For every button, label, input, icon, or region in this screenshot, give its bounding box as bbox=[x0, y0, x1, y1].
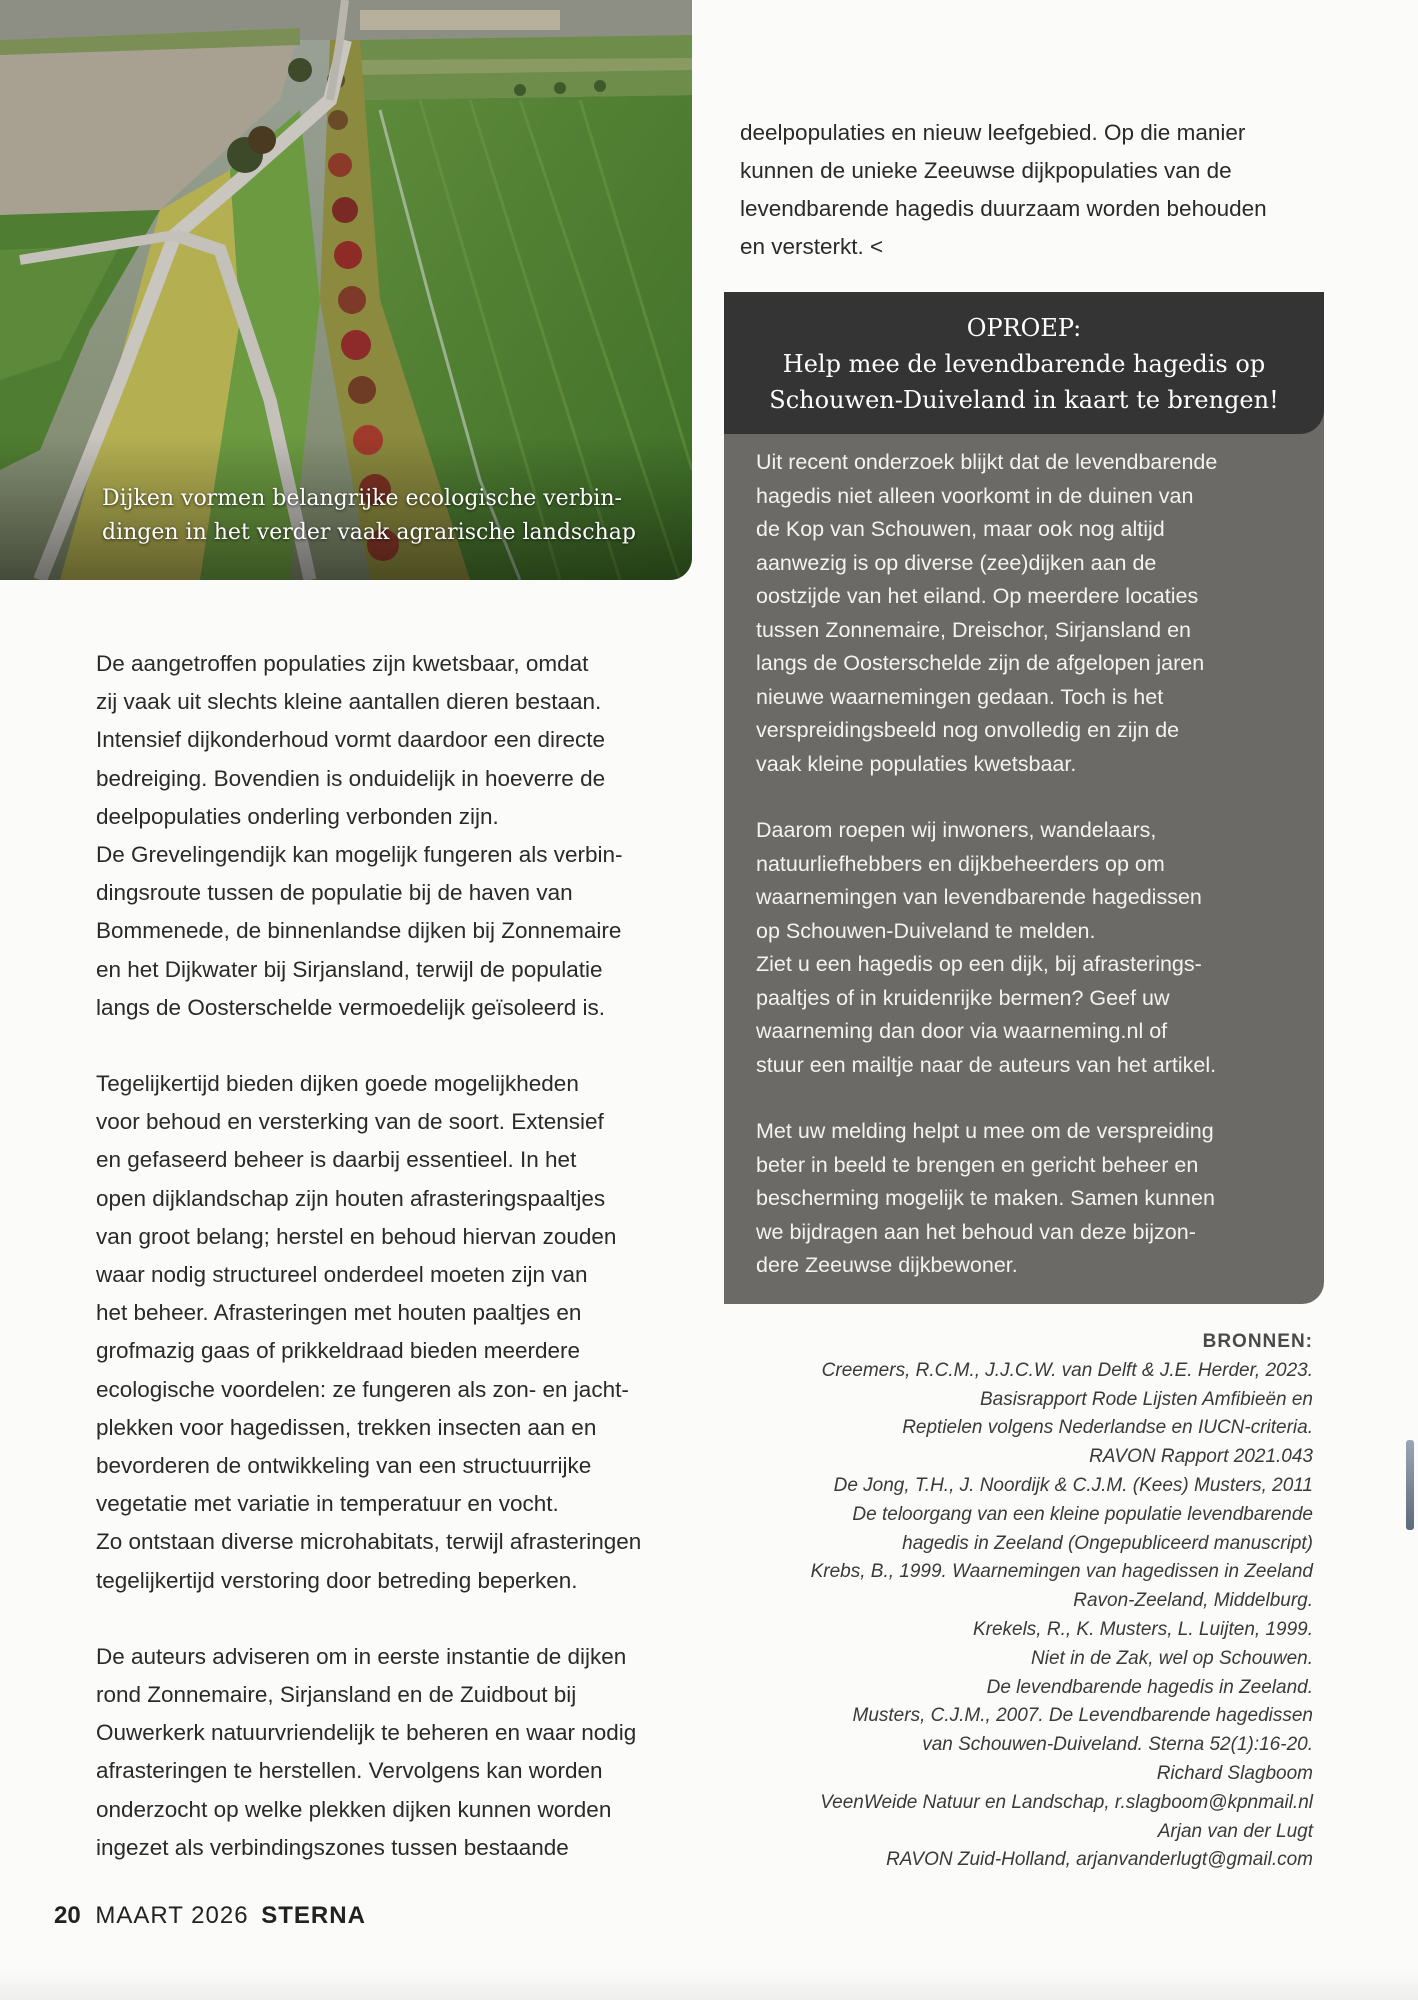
text-line: Ziet u een hagedis op een dijk, bij afrasterings- bbox=[756, 952, 1202, 976]
bron-line: Reptielen volgens Nederlandse en IUCN-criteria. bbox=[902, 1417, 1313, 1439]
oproep-subtitle-line-2: Schouwen-Duiveland in kaart te brengen! bbox=[769, 386, 1279, 414]
bron-line: Basisrapport Rode Lijsten Amfibieën en bbox=[979, 1388, 1313, 1410]
photo-caption-line-1: Dijken vormen belangrijke ecologische verbin- bbox=[102, 486, 622, 511]
photo-caption bbox=[102, 482, 682, 550]
text-line: we bijdragen aan het behoud van deze bijzon- bbox=[756, 1219, 1196, 1244]
text-line: waar nodig structureel onderdeel moeten zijn van bbox=[96, 1262, 588, 1288]
text-line: bedreiging. Bovendien is onduidelijk in hoeverre de bbox=[96, 765, 606, 791]
text-line: open dijklandschap zijn houten afrasteringspaaltjes bbox=[96, 1185, 606, 1211]
text-line: ecologische voordelen: ze fungeren als zon- en jacht- bbox=[96, 1376, 629, 1402]
page-footer bbox=[54, 1902, 366, 1930]
text-line: Tegelijkertijd bieden dijken goede mogelijkheden bbox=[96, 1071, 579, 1097]
oproep-subtitle-line-1: Help mee de levendbarende hagedis op bbox=[782, 350, 1266, 378]
bronnen-section bbox=[693, 1328, 1313, 1875]
author-affiliation: RAVON Zuid-Holland, arjanvanderlugt@gmail.com bbox=[886, 1849, 1313, 1871]
text-line: oostzijde van het eiland. Op meerdere locaties bbox=[756, 584, 1199, 608]
text-line: dingsroute tussen de populatie bij de haven van bbox=[96, 880, 573, 906]
page-edge-mark bbox=[1406, 1440, 1414, 1530]
text-line: De Grevelingendijk kan mogelijk fungeren als verbin- bbox=[96, 842, 623, 868]
bron-line: Ravon-Zeeland, Middelburg. bbox=[1073, 1590, 1313, 1612]
bron-line: RAVON Rapport 2021.043 bbox=[1089, 1446, 1313, 1468]
text-line: ingezet als verbindingszones tussen bestaande bbox=[96, 1834, 569, 1860]
text-line: bescherming mogelijk te maken. Samen kunnen bbox=[756, 1186, 1215, 1210]
text-line: Intensief dijkonderhoud vormt daardoor een directe bbox=[96, 727, 606, 753]
magazine-name: STERNA bbox=[261, 1902, 366, 1929]
text-line: de Kop van Schouwen, maar ook nog altijd bbox=[756, 517, 1165, 541]
text-line: van groot belang; herstel en behoud hiervan zouden bbox=[96, 1223, 617, 1249]
text-line: deelpopulaties en nieuw leefgebied. Op die manier bbox=[740, 120, 1246, 145]
text-line: aanwezig is op diverse (zee)dijken aan de bbox=[756, 550, 1157, 575]
text-line: Zo ontstaan diverse microhabitats, terwijl afrasteringen bbox=[96, 1529, 642, 1555]
text-line: langs de Oosterschelde vermoedelijk geïsoleerd is. bbox=[96, 994, 606, 1020]
photo-caption-line-2: dingen in het verder vaak agrarische landschap bbox=[102, 520, 636, 545]
author-affiliation: VeenWeide Natuur en Landschap, r.slagboom@kpnmail.nl bbox=[820, 1791, 1313, 1813]
oproep-box bbox=[724, 292, 1324, 1304]
oproep-paragraph-1 bbox=[756, 446, 1314, 781]
text-line: beter in beeld te brengen en gericht beheer en bbox=[756, 1152, 1199, 1177]
text-line: natuurliefhebbers en dijkbeheerders op om bbox=[756, 851, 1165, 876]
bronnen-title: BRONNEN: bbox=[1202, 1331, 1313, 1352]
bron-line: De levendbarende hagedis in Zeeland. bbox=[986, 1676, 1313, 1698]
text-line: hagedis niet alleen voorkomt in de duinen van bbox=[756, 483, 1194, 508]
text-line: grofmazig gaas of prikkeldraad bieden meerdere bbox=[96, 1338, 581, 1364]
text-line: kunnen de unieke Zeeuwse dijkpopulaties van de bbox=[740, 158, 1232, 183]
text-line: levendbarende hagedis duurzaam worden behouden bbox=[740, 196, 1267, 221]
text-line: paaltjes of in kruidenrijke bermen? Geef uw bbox=[756, 985, 1170, 1010]
body-paragraph-3 bbox=[96, 1638, 696, 1867]
text-line: vaak kleine populaties kwetsbaar. bbox=[756, 751, 1077, 776]
left-column-body bbox=[96, 645, 696, 1905]
bron-line: van Schouwen-Duiveland. Sterna 52(1):16-20. bbox=[922, 1734, 1313, 1756]
oproep-header bbox=[724, 292, 1324, 434]
text-line: voor behoud en versterking van de soort. Extensief bbox=[96, 1109, 604, 1135]
text-line: stuur een mailtje naar de auteurs van het artikel. bbox=[756, 1052, 1217, 1077]
text-line: Ouwerkerk natuurvriendelijk te beheren en waar nodig bbox=[96, 1720, 637, 1746]
text-line: en gefaseerd beheer is daarbij essentieel. In het bbox=[96, 1147, 577, 1173]
text-line: het beheer. Afrasteringen met houten paaltjes en bbox=[96, 1300, 582, 1326]
text-line: verspreidingsbeeld nog onvolledig en zijn de bbox=[756, 718, 1180, 742]
text-line: en het Dijkwater bij Sirjansland, terwijl de populatie bbox=[96, 956, 603, 982]
bron-line: De teloorgang van een kleine populatie levendbarende bbox=[852, 1503, 1313, 1525]
text-line: waarnemingen van levendbarende hagedissen bbox=[756, 885, 1202, 909]
text-line: op Schouwen-Duiveland te melden. bbox=[756, 918, 1096, 943]
text-line: zij vaak uit slechts kleine aantallen dieren bestaan. bbox=[96, 689, 602, 715]
text-line: Uit recent onderzoek blijkt dat de levendbarende bbox=[756, 450, 1218, 474]
bron-line: Krekels, R., K. Musters, L. Luijten, 1999. bbox=[972, 1618, 1313, 1640]
text-line: rond Zonnemaire, Sirjansland en de Zuidbout bij bbox=[96, 1682, 577, 1708]
text-line: De aangetroffen populaties zijn kwetsbaar, omdat bbox=[96, 651, 589, 676]
text-line: De auteurs adviseren om in eerste instantie de dijken bbox=[96, 1643, 627, 1669]
oproep-paragraph-3 bbox=[756, 1115, 1314, 1283]
text-line: plekken voor hagedissen, trekken insecten aan en bbox=[96, 1414, 597, 1440]
bron-line: Musters, C.J.M., 2007. De Levendbarende hagedissen bbox=[852, 1705, 1313, 1727]
bron-line: De Jong, T.H., J. Noordijk & C.J.M. (Kees) Musters, 2011 bbox=[833, 1474, 1313, 1496]
body-paragraph-2 bbox=[96, 1065, 696, 1600]
text-line: en versterkt. < bbox=[740, 234, 884, 259]
oproep-title: OPROEP: bbox=[966, 314, 1082, 342]
text-line: waarneming dan door via waarneming.nl of bbox=[756, 1019, 1168, 1043]
page-number: 20 bbox=[54, 1902, 81, 1929]
text-line: deelpopulaties onderling verbonden zijn. bbox=[96, 803, 499, 829]
text-line: Daarom roepen wij inwoners, wandelaars, bbox=[756, 818, 1157, 842]
right-column-intro bbox=[740, 114, 1340, 266]
text-line: langs de Oosterschelde zijn de afgelopen jaren bbox=[756, 651, 1205, 675]
text-line: tegelijkertijd verstoring door betreding beperken. bbox=[96, 1567, 578, 1593]
issue-date: MAART 2026 bbox=[95, 1902, 249, 1929]
aerial-photo bbox=[0, 0, 692, 580]
bron-line: Creemers, R.C.M., J.J.C.W. van Delft & J.E. Herder, 2023. bbox=[821, 1359, 1313, 1381]
bron-line: hagedis in Zeeland (Ongepubliceerd manuscript) bbox=[902, 1532, 1313, 1554]
text-line: Bommenede, de binnenlandse dijken bij Zonnemaire bbox=[96, 918, 622, 944]
text-line: bevorderen de ontwikkeling van een structuurrijke bbox=[96, 1453, 592, 1479]
body-paragraph-1 bbox=[96, 645, 696, 1027]
oproep-body bbox=[724, 434, 1324, 1283]
text-line: vegetatie met variatie in temperatuur en vocht. bbox=[96, 1491, 559, 1517]
bron-line: Krebs, B., 1999. Waarnemingen van hagedissen in Zeeland bbox=[810, 1561, 1313, 1583]
text-line: dere Zeeuwse dijkbewoner. bbox=[756, 1253, 1018, 1277]
oproep-paragraph-2 bbox=[756, 814, 1314, 1082]
page-shadow bbox=[0, 1970, 1418, 2000]
text-line: tussen Zonnemaire, Dreischor, Sirjansland en bbox=[756, 617, 1191, 642]
text-line: afrasteringen te herstellen. Vervolgens kan worden bbox=[96, 1758, 603, 1784]
bron-line: Niet in de Zak, wel op Schouwen. bbox=[1031, 1647, 1313, 1669]
text-line: Met uw melding helpt u mee om de verspreiding bbox=[756, 1119, 1214, 1143]
author-name: Arjan van der Lugt bbox=[1157, 1820, 1313, 1842]
text-line: onderzocht op welke plekken dijken kunnen worden bbox=[96, 1796, 612, 1822]
text-line: nieuwe waarnemingen gedaan. Toch is het bbox=[756, 684, 1164, 709]
author-name: Richard Slagboom bbox=[1156, 1762, 1313, 1784]
